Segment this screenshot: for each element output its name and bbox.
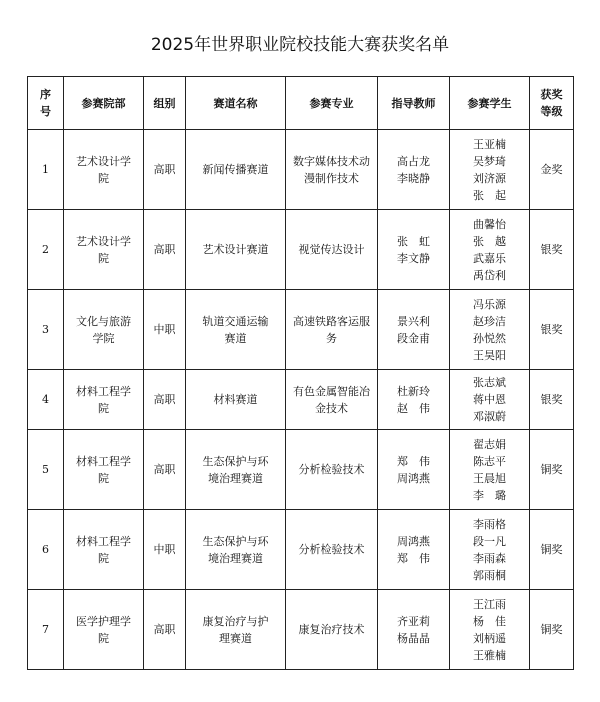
row-number: 3 xyxy=(28,290,64,370)
row-number: 6 xyxy=(28,510,64,590)
student-name: 王江雨 xyxy=(473,597,506,611)
header-major: 参赛专业 xyxy=(286,77,378,130)
student-name: 陈志平 xyxy=(473,454,506,468)
teacher-name: 段金甫 xyxy=(397,331,430,345)
student-name: 杨 佳 xyxy=(473,614,506,628)
table-row xyxy=(28,290,574,370)
row-number: 1 xyxy=(28,130,64,210)
header-group: 组别 xyxy=(144,77,186,130)
table-header-row xyxy=(28,77,574,130)
award-level-cell: 银奖 xyxy=(530,210,574,290)
student-name: 李雨森 xyxy=(473,551,506,565)
student-name: 段一凡 xyxy=(473,534,506,548)
table-row xyxy=(28,370,574,430)
teacher-name: 李晓静 xyxy=(397,171,430,185)
award-level-cell: 铜奖 xyxy=(530,430,574,510)
teacher-name: 张 虹 xyxy=(397,234,430,248)
award-level-cell: 铜奖 xyxy=(530,590,574,670)
group-cell: 高职 xyxy=(144,130,186,210)
student-name: 刘柄遥 xyxy=(473,631,506,645)
student-name: 翟志娟 xyxy=(473,437,506,451)
student-name: 武嘉乐 xyxy=(473,251,506,265)
students-cell xyxy=(450,430,530,510)
teacher-cell xyxy=(378,210,450,290)
awards-table xyxy=(27,76,574,670)
teacher-cell xyxy=(378,590,450,670)
major-cell: 分析检验技术 xyxy=(286,510,378,590)
teacher-cell xyxy=(378,130,450,210)
group-cell: 高职 xyxy=(144,430,186,510)
teacher-name: 杨晶晶 xyxy=(397,631,430,645)
students-cell xyxy=(450,130,530,210)
major-cell: 视觉传达设计 xyxy=(286,210,378,290)
award-level-cell: 铜奖 xyxy=(530,510,574,590)
teacher-name: 周鸿燕 xyxy=(397,471,430,485)
student-name: 王晨旭 xyxy=(473,471,506,485)
award-level-cell: 银奖 xyxy=(530,290,574,370)
table-row xyxy=(28,510,574,590)
student-name: 赵珍洁 xyxy=(473,314,506,328)
college-cell: 医学护理学院 xyxy=(64,590,144,670)
teacher-cell xyxy=(378,370,450,430)
student-name: 曲馨怡 xyxy=(473,217,506,231)
major-cell: 高速铁路客运服务 xyxy=(286,290,378,370)
student-name: 张 起 xyxy=(473,188,506,202)
header-no: 序号 xyxy=(28,77,64,130)
student-name: 王昊阳 xyxy=(473,348,506,362)
student-name: 李雨格 xyxy=(473,517,506,531)
track-cell: 生态保护与环境治理赛道 xyxy=(186,510,286,590)
award-level-cell: 银奖 xyxy=(530,370,574,430)
teacher-cell xyxy=(378,510,450,590)
track-cell: 艺术设计赛道 xyxy=(186,210,286,290)
header-teacher: 指导教师 xyxy=(378,77,450,130)
header-track: 赛道名称 xyxy=(186,77,286,130)
college-cell: 材料工程学院 xyxy=(64,510,144,590)
group-cell: 高职 xyxy=(144,370,186,430)
row-number: 4 xyxy=(28,370,64,430)
row-number: 7 xyxy=(28,590,64,670)
group-cell: 中职 xyxy=(144,510,186,590)
students-cell xyxy=(450,590,530,670)
row-number: 5 xyxy=(28,430,64,510)
teacher-name: 周鸿燕 xyxy=(397,534,430,548)
student-name: 邓淑蔚 xyxy=(473,410,506,423)
teacher-name: 赵 伟 xyxy=(397,401,430,415)
major-cell: 有色金属智能冶金技术 xyxy=(286,370,378,430)
track-cell: 生态保护与环境治理赛道 xyxy=(186,430,286,510)
students-cell xyxy=(450,510,530,590)
track-cell: 新闻传播赛道 xyxy=(186,130,286,210)
college-cell: 材料工程学院 xyxy=(64,430,144,510)
teacher-cell xyxy=(378,430,450,510)
students-cell xyxy=(450,370,530,430)
student-name: 郭雨桐 xyxy=(473,568,506,582)
students-cell xyxy=(450,290,530,370)
teacher-name: 李文静 xyxy=(397,251,430,265)
award-level-cell: 金奖 xyxy=(530,130,574,210)
group-cell: 中职 xyxy=(144,290,186,370)
teacher-name: 郑 伟 xyxy=(397,551,430,565)
student-name: 吴梦琦 xyxy=(473,154,506,168)
college-cell: 文化与旅游学院 xyxy=(64,290,144,370)
student-name: 禹岱利 xyxy=(473,268,506,282)
college-cell: 艺术设计学院 xyxy=(64,210,144,290)
header-college: 参赛院部 xyxy=(64,77,144,130)
group-cell: 高职 xyxy=(144,210,186,290)
student-name: 王雅楠 xyxy=(473,648,506,662)
table-row xyxy=(28,210,574,290)
student-name: 刘济源 xyxy=(473,171,506,185)
table-row xyxy=(28,430,574,510)
teacher-name: 杜新玲 xyxy=(397,384,430,398)
college-cell: 材料工程学院 xyxy=(64,370,144,430)
student-name: 蒋中恩 xyxy=(473,393,506,406)
teacher-name: 高占龙 xyxy=(397,154,430,168)
major-cell: 分析检验技术 xyxy=(286,430,378,510)
track-cell: 康复治疗与护理赛道 xyxy=(186,590,286,670)
student-name: 张 越 xyxy=(473,234,506,248)
student-name: 李 璐 xyxy=(473,488,506,502)
major-cell: 康复治疗技术 xyxy=(286,590,378,670)
row-number: 2 xyxy=(28,210,64,290)
major-cell: 数字媒体技术动漫制作技术 xyxy=(286,130,378,210)
student-name: 冯乐源 xyxy=(473,297,506,311)
student-name: 孙悦然 xyxy=(473,331,506,345)
students-cell xyxy=(450,210,530,290)
student-name: 王亚楠 xyxy=(473,137,506,151)
group-cell: 高职 xyxy=(144,590,186,670)
track-cell: 轨道交通运输赛道 xyxy=(186,290,286,370)
teacher-name: 齐亚莉 xyxy=(397,614,430,628)
table-row xyxy=(28,130,574,210)
table-row xyxy=(28,590,574,670)
teacher-name: 郑 伟 xyxy=(397,454,430,468)
teacher-cell xyxy=(378,290,450,370)
track-cell: 材料赛道 xyxy=(186,370,286,430)
college-cell: 艺术设计学院 xyxy=(64,130,144,210)
teacher-name: 景兴利 xyxy=(397,314,430,328)
header-students: 参赛学生 xyxy=(450,77,530,130)
page-title: 2025年世界职业院校技能大赛获奖名单 xyxy=(150,35,450,55)
student-name: 张志斌 xyxy=(473,376,506,389)
header-level: 获奖等级 xyxy=(530,77,574,130)
